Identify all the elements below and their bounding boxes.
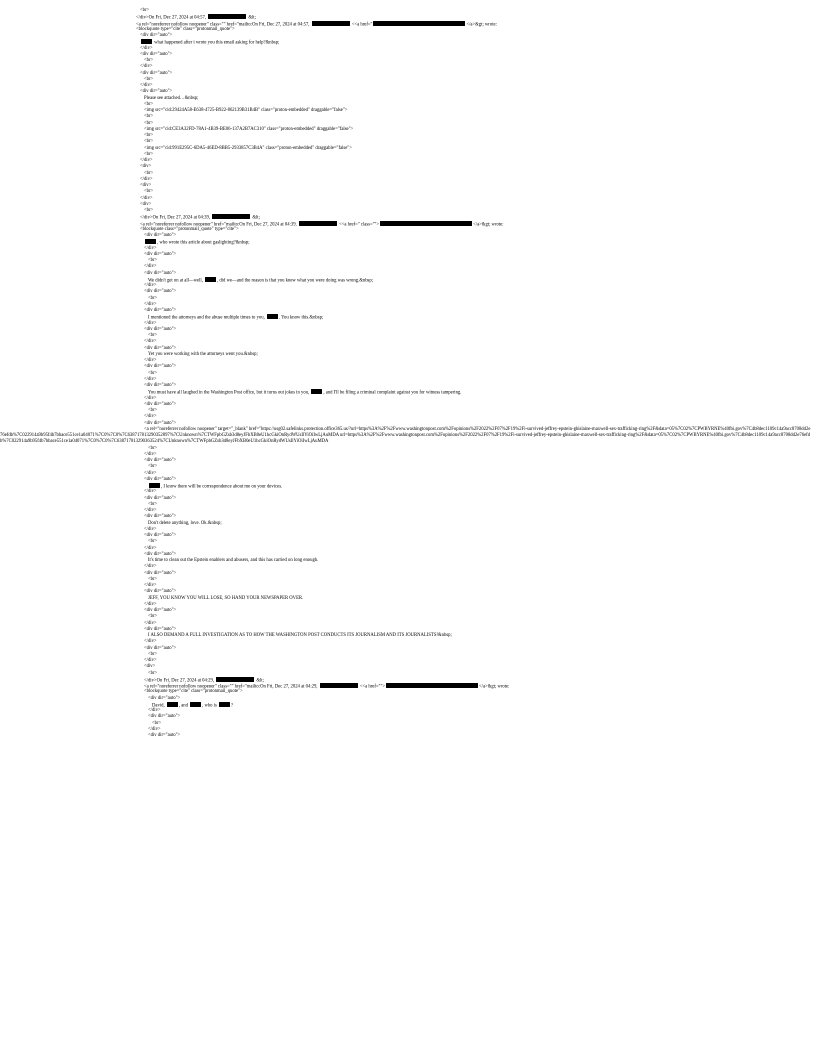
line-text: <div dir="auto"> [144,533,177,538]
line-text: We didn't get on at all—well, [148,278,205,284]
line-text: <div dir="auto"> [144,514,177,520]
line-text: <div dir="auto"> [148,733,181,738]
line-text: </div> [148,708,161,713]
line-text: </div> [144,639,157,645]
line-text: <br> [148,464,158,470]
line-text: <img src="cid:991E295C-6DA5-46ED-8BB5-2933857C3B4A" class="proton-embedded" draggable="false"> [144,145,352,151]
line-text: <div dir="auto"> [144,495,177,501]
line-text: </div> [140,64,153,70]
line-text: </div> [144,358,157,363]
source-line-wrapped-link [0,427,816,446]
redaction-block [219,702,230,707]
line-text: , who is [202,703,218,709]
line-text: <blockquote class="protonmail_quote" type="cite"> [140,226,239,232]
line-text: <div dir="auto"> [148,714,181,720]
line-text: </div> [140,195,153,201]
source-line [0,733,816,739]
line-text: <blockquote type="cite" class="protonmail_quote"> [136,26,235,32]
line-text: <a rel="noreferrer nofollow noopener" class="" href="mailto:On Fri, Dec 27, 2024 at 04:57, [136,21,311,27]
line-text: <<a href=""> [358,684,386,690]
line-text: <br> [152,720,162,726]
line-text: </div> [144,301,157,307]
line-text: , and I'll be filing a criminal complaint against you for witness tampering. [323,390,462,396]
redaction-block [373,21,465,26]
line-text: JEFF, YOU KNOW YOU WILL LOSE, SO HAND YOUR NEWSPAPER OVER. [148,595,304,601]
line-text: <div dir="auto"> [144,251,177,257]
line-text: <div dir="auto"> [140,70,173,76]
redaction-block [145,239,156,244]
redaction-block [190,702,201,707]
line-text: <div dir="auto"> [144,401,177,407]
line-text: <br> [144,133,154,138]
line-text: I mentioned the attorneys and the abuse multiple times to you, [148,315,266,321]
line-text: </div> [144,564,157,570]
line-text: <div> [144,664,156,670]
line-text: </div> [144,545,157,551]
line-text: <br> [148,651,158,657]
line-text: </div> [144,245,157,251]
line-text: </div> [144,508,157,513]
redaction-block [312,21,350,26]
line-text: , and [178,703,190,709]
line-text: , I know there will be correspondence about me on your devices. [161,484,283,490]
line-text: <br> [140,8,150,13]
line-text: <br> [148,614,158,620]
line-text: </div> [140,158,153,163]
line-text: <br> [144,76,154,82]
line-text: It's time to clean out the Epstein enablers and abusers, and this has carried on long enough. [148,558,319,563]
line-text: <br> [144,101,154,107]
line-text: </div> [144,601,157,607]
line-text: <div dir="auto"> [144,589,177,595]
line-text: <div dir="auto"> [144,645,177,651]
line-text: <br> [144,208,154,213]
line-text: You must have all laughed in the Washington Post office, but it turns out jokes in you, [148,390,311,396]
line-text: <div dir="auto"> [144,608,177,613]
line-text: <div dir="auto"> [144,345,177,351]
line-text: <div dir="auto"> [144,570,177,576]
redaction-block [311,389,322,394]
line-text: <div dir="auto"> [144,233,177,238]
line-text: <div dir="auto"> [144,476,177,482]
line-text: </div> [144,489,157,495]
redaction-block [205,277,216,282]
line-text: </div> [144,414,157,420]
redaction-block [380,221,472,226]
line-text: <div dir="auto"> [144,420,177,426]
line-text: </div> [144,395,157,401]
line-text: </div> [140,176,153,182]
line-text: &lt; [247,15,256,21]
line-text: Yet you were working with the attorneys went you.&nbsp; [148,351,258,357]
line-text: </div>On Fri, Dec 27, 2024 at 04:39, [140,215,212,221]
line-text: David, [152,703,166,709]
line-text: <br> [148,258,158,263]
line-text: </a>&gt; wrote: [479,684,510,690]
line-text: <div dir="auto"> [144,551,177,557]
line-text: </div> [144,283,157,288]
line-text: <a rel="noreferrer nofollow noopener" href="mailto:On Fri, Dec 27, 2024 at 04:39, [140,221,298,227]
line-text: <div dir="auto"> [140,33,173,38]
line-text: <br> [148,408,158,413]
line-text: <div dir="auto"> [140,89,173,95]
line-text: </div> [140,45,153,51]
redaction-block [267,314,278,319]
line-text: <br> [148,539,158,545]
line-text: <br> [148,501,158,507]
line-text: <div dir="auto"> [144,364,177,370]
line-text: </div> [144,658,157,663]
line-text: </div> [144,376,157,382]
line-text: <br> [148,576,158,582]
line-text: <br> [144,170,154,176]
line-text: <br> [144,151,154,157]
line-text: <a rel="noreferrer nofollow noopener" target="_blank" href="https://usg02.safelinks.protection.office365.us/?url=https%3A%2F%2Fwww.washingtonpost.com%2Fopinions%2F2022%2F07%2F19%2Fi-survived-jeffrey-epstein-ghislaine-maxwell-sex-trafficking-ring%2F&data=05%7C02%7CPWBYRNE%40fbi.gov%7C4b8dec1109c14a9acc8708dd2e76efdb%7C022914a9b95f4b7bbace551ce1a04071%7C0%7C0%7C638717813290352897%7CUnknown%7CTWFpbGZsb3d8eyJFbXB0eU1hcGkiOnRydWUsIlYiOiIwLjAuMDA url=https%3A%2F%2Fwww.washingtonpost.com%2Fopinions%2F2022%2F07%2F19%2Fi-survived-jeffrey-epstein-ghislaine-maxwell-sex-trafficking-ring%2F&data=05%7C02%7CPWBYRNE%40fbi.gov%7C4b8dec1109c14a9acc8708dd2e76efdb%7C022914a9b95f4b7bbace551ce1a04071%7C0%7C0%7C638717813290363524%7CUnknown%7CTWFpbGZsb3d8eyJFbXB0eU1hcGkiOnRydWUsIlYiOiIwLjAuMDA [0,426,811,445]
line-text: <br> [144,189,154,195]
line-text: </div> [140,83,153,88]
line-text: Don't delete anything, love. Ok.&nbsp; [148,520,222,526]
line-text: <div dir="auto"> [148,695,181,701]
redaction-block [386,683,478,688]
line-text: &lt; [255,678,264,684]
redaction-block [149,483,160,488]
line-text: <br> [148,370,158,376]
line-text: I ALSO DEMAND A FULL INVESTIGATION AS TO HOW THE WASHINGTON POST CONDUCTS ITS JOURNALISM AND ITS JOURNALISTS!&nbsp; [148,633,452,638]
line-text: <div dir="auto"> [144,458,177,463]
line-text: </div> [148,726,161,732]
line-text: <img src="cid:29424A58-E638-4725-B922-862139B31B4B" class="proton-embedded" draggable="false"> [144,108,348,113]
line-text: <div dir="auto"> [144,326,177,332]
line-text: <div dir="auto"> [144,626,177,632]
line-text: , who wrote this article about gaslighting?&nbsp; [157,240,250,246]
line-text: ? [231,703,234,709]
line-text: &lt; [251,215,260,221]
line-text: </div> [144,470,157,476]
line-text: <div> [140,201,152,207]
line-text: Please see attached…&nbsp; [144,95,199,101]
line-text: <br> [144,139,154,145]
redaction-block [141,39,152,44]
redaction-block [216,677,254,682]
line-text: <br> [148,670,158,676]
line-text: , did we—and the reason is that you knew what you were doing was wrong.&nbsp; [217,278,374,284]
redaction-block [299,221,337,226]
line-text: <div dir="auto"> [144,289,177,295]
line-text: <div> [140,164,152,170]
line-text: <div dir="auto"> [144,308,177,313]
line-text: <br> [144,114,154,120]
redaction-block [208,14,246,19]
line-text: <div dir="auto"> [144,383,177,388]
line-text: <<a href=" class=""> [337,221,380,227]
line-text: <div dir="auto"> [140,51,173,57]
line-text: <a rel="noreferrer nofollow noopener" class="" href="mailto:On Fri, Dec 27, 2024 at 04:29, [144,684,319,690]
line-text: </div> [144,320,157,326]
line-text: </div>On Fri, Dec 27, 2024 at 04:29, [144,678,216,684]
line-text: </div> [144,526,157,532]
line-text: </div>On Fri, Dec 27, 2024 at 04:57, [136,15,208,21]
line-text: <<a href=" [350,21,373,27]
redaction-block [320,683,358,688]
line-text: </div> [144,583,157,588]
line-text: </div> [144,264,157,270]
line-text: <div> [140,183,152,188]
line-text: <br> [148,333,158,338]
line-text: </a>&gt; wrote: [466,21,497,27]
line-text: <br> [148,445,158,451]
line-text: . You know this.&nbsp; [278,315,324,321]
line-text: </div> [144,620,157,626]
redaction-block [167,702,178,707]
email-source-document [0,8,816,739]
line-text: <br> [144,58,154,63]
line-text: <blockquote type="cite" class="protonmail_quote"> [144,689,243,695]
line-text: what happened after i wrote you this email asking for help?&nbsp; [153,40,280,46]
line-text: </div> [144,451,157,457]
redaction-block [212,214,250,219]
line-text: </a>&gt; wrote: [473,221,504,227]
line-text: <br> [148,295,158,301]
line-text: <div dir="auto"> [144,270,177,276]
line-text: <br> [144,120,154,126]
line-text: <img src="cid:CE3A32FD-78A1-4B39-BE06-137A2B7AC310" class="proton-embedded" draggable="false"> [144,126,354,132]
line-text: </div> [144,339,157,345]
